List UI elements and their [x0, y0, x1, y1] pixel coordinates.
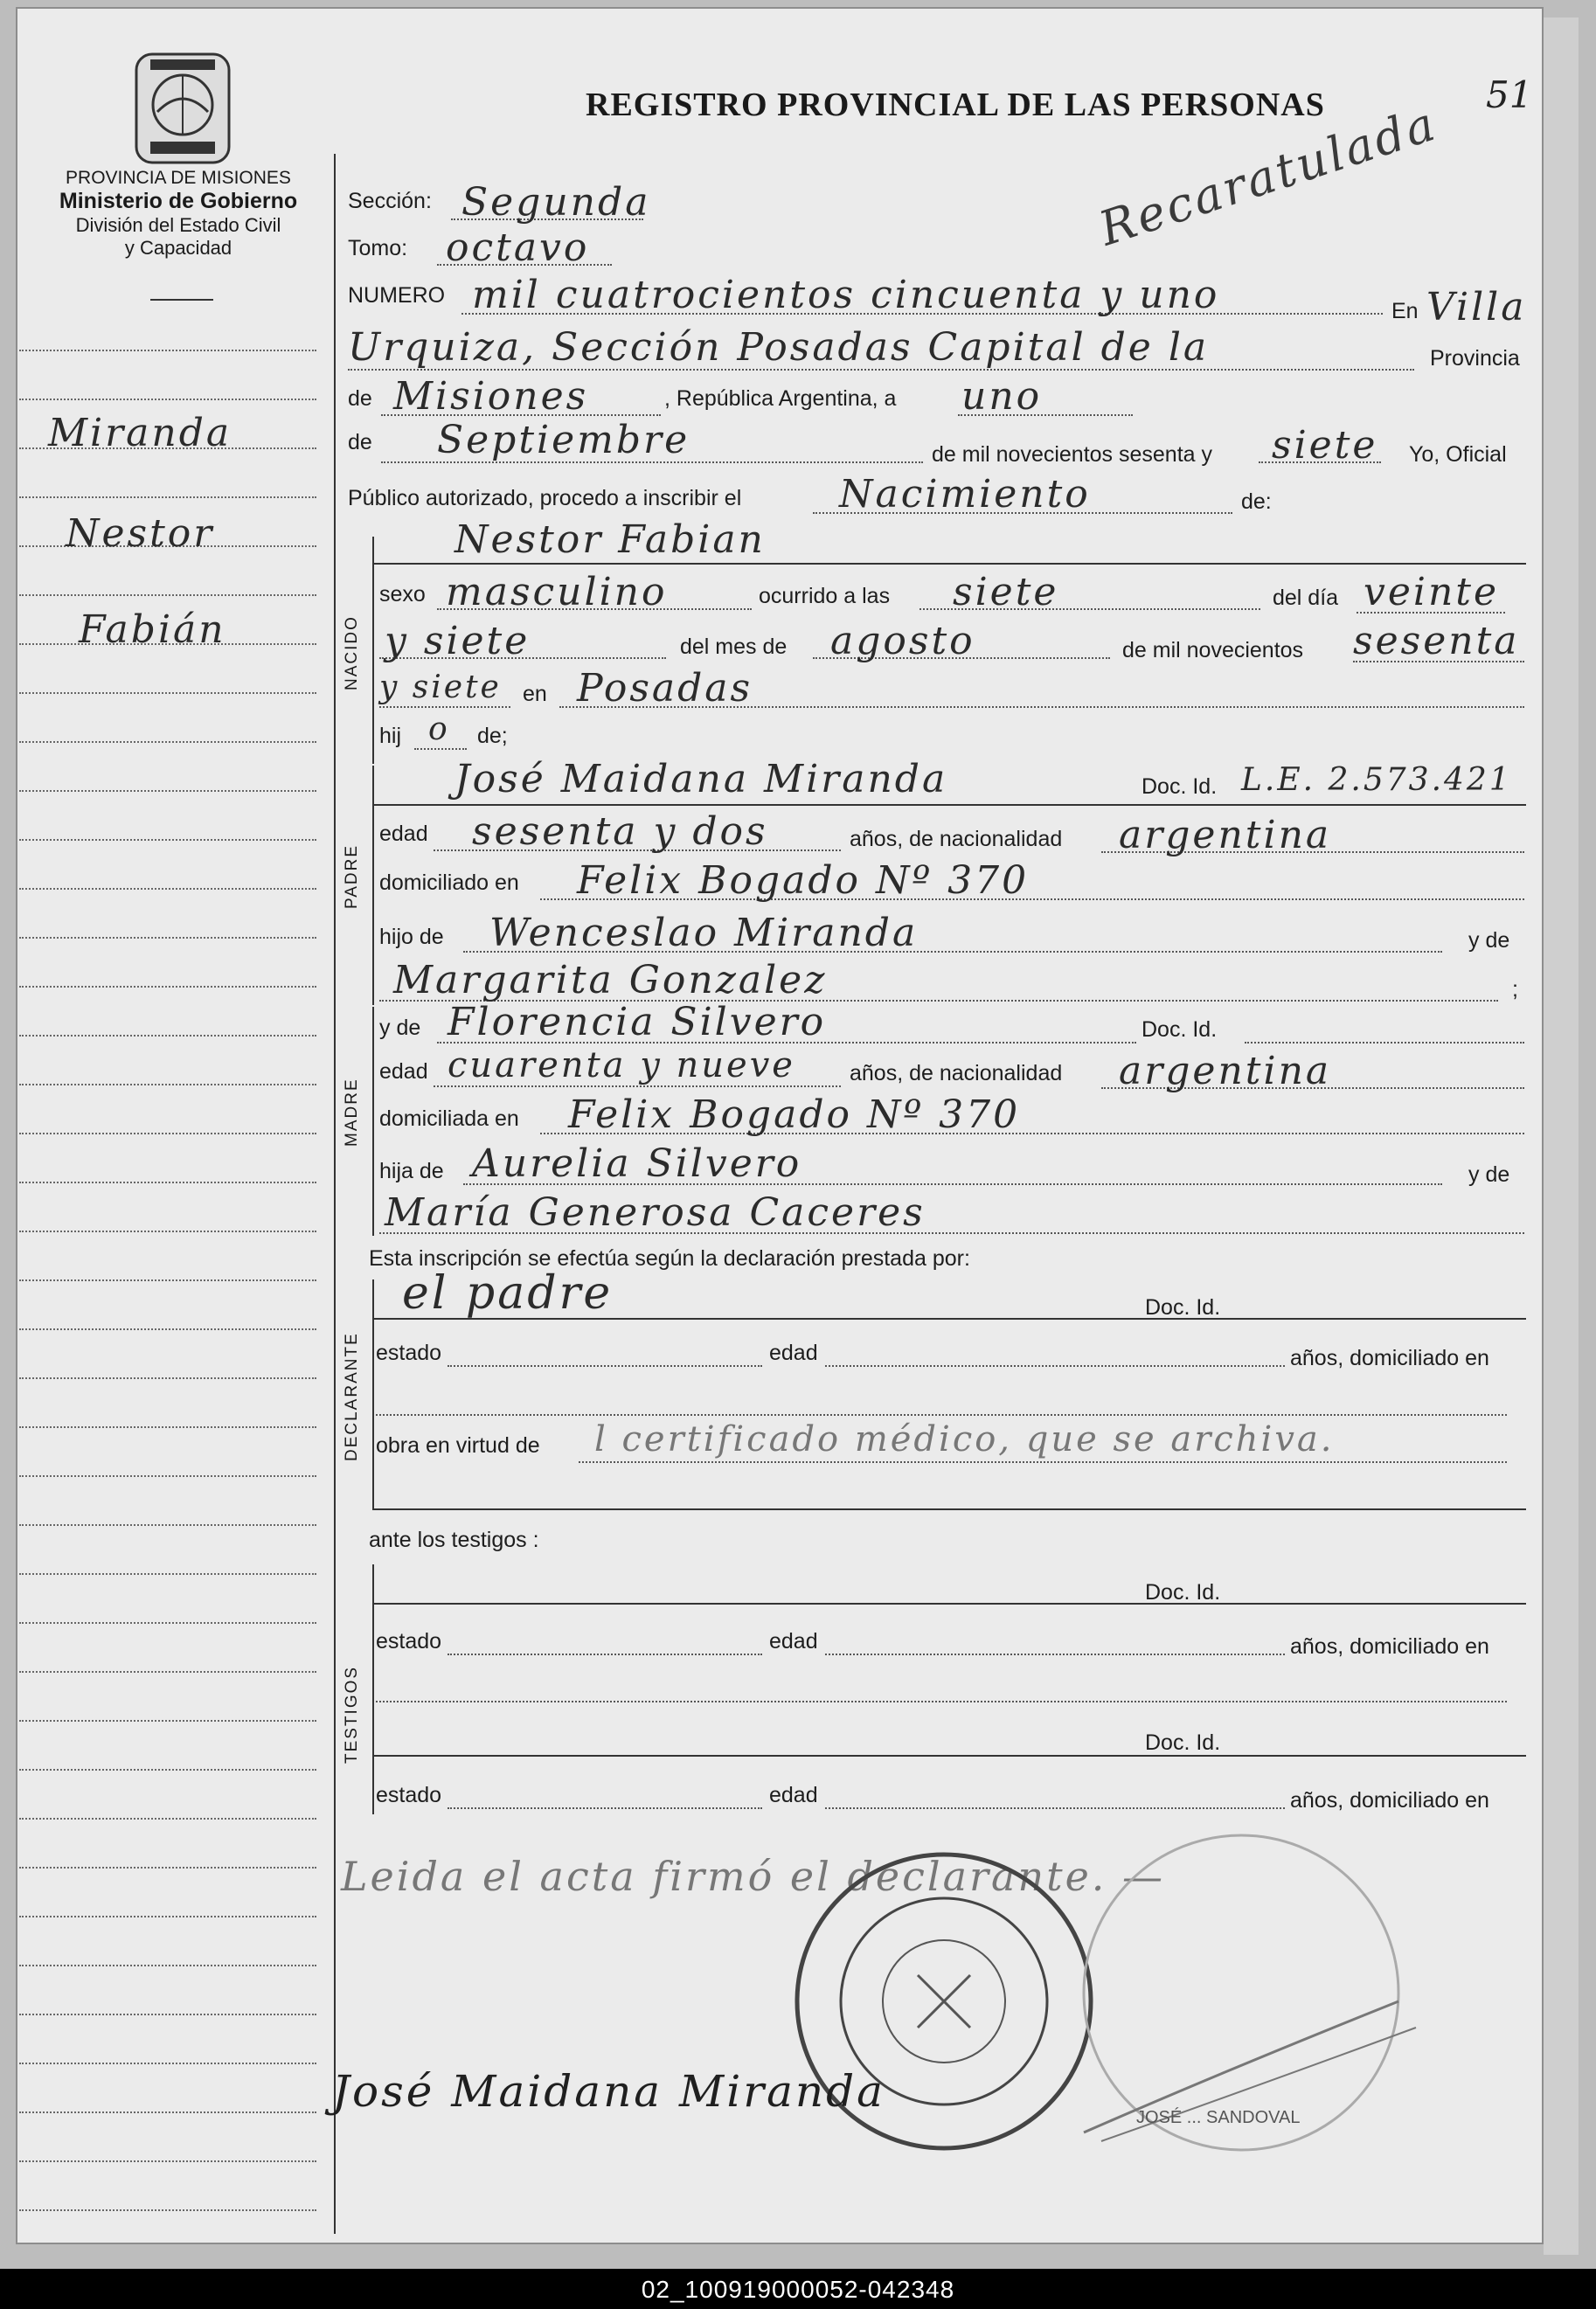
ocurrido-label: ocurrido a las	[759, 584, 891, 608]
de-colon: de:	[1241, 489, 1272, 514]
padre-edad-value: sesenta y dos	[472, 809, 768, 854]
recaratulada-stamp: Recaratulada	[1093, 95, 1444, 257]
anio-cont-line	[379, 706, 510, 708]
anio-label: de mil novecientos sesenta y	[932, 442, 1213, 467]
province-crest-icon	[131, 51, 234, 166]
margin-rule	[19, 1916, 316, 1917]
margin-rule	[19, 496, 316, 498]
anio-value-nacido-2: y siete	[379, 669, 502, 705]
nacido-name: Nestor Fabian	[455, 517, 766, 562]
testigo2-estado-label: estado	[376, 1783, 442, 1807]
sexo-value: masculino	[446, 570, 668, 614]
testigo2-doc-label: Doc. Id.	[1145, 1730, 1221, 1755]
margin-rule	[19, 1720, 316, 1722]
testigos-label: TESTIGOS	[343, 1665, 361, 1764]
province-name: PROVINCIA DE MISIONES	[66, 168, 291, 188]
acto-value: Nacimiento	[839, 472, 1091, 517]
declarante-dom-line	[376, 1414, 1507, 1416]
madre-edad-value: cuarenta y nueve	[448, 1045, 795, 1085]
declarante-intro: Esta inscripción se efectúa según la declaración prestada por:	[369, 1246, 970, 1271]
margin-surname: Miranda	[48, 411, 232, 455]
seccion-label: Sección:	[348, 189, 432, 213]
mes-label: del mes de	[680, 634, 788, 659]
padre-bracket	[372, 766, 374, 1005]
image-id: 02_100919000052-042348	[641, 2276, 955, 2303]
testigo2-name-line	[374, 1755, 1526, 1757]
declarante-bottom-line	[374, 1508, 1526, 1510]
provincia-label: Provincia	[1430, 346, 1520, 371]
division-name: División del Estado Civil	[75, 214, 281, 236]
tomo-value: octavo	[446, 225, 590, 270]
padre-padre-name: Wenceslao Miranda	[489, 911, 919, 955]
madre-bracket	[372, 1007, 374, 1236]
header-underline	[150, 299, 213, 301]
mes-value-nacido: agosto	[830, 619, 975, 663]
padre-y-de: y de	[1468, 928, 1510, 953]
seccion-value: Segunda	[461, 180, 651, 225]
closing-text: Leida el acta firmó el declarante. —	[341, 1853, 1166, 1900]
declarante-bracket	[372, 1279, 374, 1510]
place-value: Urquiza, Sección Posadas Capital de la	[348, 325, 1210, 370]
margin-divider	[334, 154, 336, 2234]
numero-label: NUMERO	[348, 283, 446, 308]
padre-madre-name: Margarita Gonzalez	[393, 958, 828, 1002]
madre-y-de-2: y de	[1468, 1162, 1510, 1187]
de-label-2: de	[348, 430, 372, 454]
hijo-line	[414, 748, 467, 750]
anio-value-nacido: sesenta	[1353, 619, 1520, 663]
madre-dom-label: domiciliada en	[379, 1106, 519, 1131]
testigo2-estado-line	[448, 1807, 762, 1809]
margin-rule	[19, 1279, 316, 1281]
madre-padre-name: Aurelia Silvero	[472, 1141, 802, 1186]
hijo-value: o	[428, 711, 450, 747]
republica-label: , República Argentina, a	[664, 386, 897, 411]
testigo1-name-line	[374, 1603, 1526, 1605]
margin-rule	[19, 1182, 316, 1183]
margin-rule	[19, 1524, 316, 1526]
page-edge	[1544, 17, 1579, 2255]
dia-value-nacido-2: y siete	[385, 619, 531, 663]
oficial-label: Yo, Oficial	[1409, 442, 1507, 467]
padre-hijo-label: hijo de	[379, 925, 444, 949]
madre-nac-label: años, de nacionalidad	[850, 1061, 1063, 1085]
margin-rule	[19, 1133, 316, 1134]
tomo-label: Tomo:	[348, 236, 408, 260]
obra-label: obra en virtud de	[376, 1433, 540, 1458]
provincia-value: Misiones	[393, 374, 589, 419]
lugar-value: Posadas	[577, 666, 753, 711]
testigo1-edad-line	[825, 1654, 1285, 1655]
padre-semicolon: ;	[1512, 977, 1518, 1002]
testigos-intro: ante los testigos :	[369, 1528, 539, 1552]
margin-rule	[19, 741, 316, 743]
hijo-label: hij	[379, 724, 402, 748]
madre-name: Florencia Silvero	[448, 1000, 827, 1044]
sexo-label: sexo	[379, 582, 426, 607]
margin-rule	[19, 1867, 316, 1869]
margin-rule	[19, 399, 316, 400]
de-label: de	[348, 386, 372, 411]
margin-rule	[19, 1573, 316, 1575]
padre-edad-label: edad	[379, 822, 428, 846]
dia-label: del día	[1273, 586, 1339, 610]
madre-dom-value: Felix Bogado Nº 370	[568, 1092, 1021, 1137]
testigo1-edad-label: edad	[769, 1629, 818, 1654]
madre-hija-label: hija de	[379, 1159, 444, 1183]
margin-rule	[19, 1965, 316, 1966]
signature: José Maidana Miranda	[332, 2066, 885, 2117]
madre-edad-line	[434, 1085, 841, 1087]
declarante-edad-label: edad	[769, 1341, 818, 1365]
margin-rule	[19, 2014, 316, 2015]
testigos-bracket	[372, 1564, 374, 1814]
obra-value: l certificado médico, que se archiva.	[594, 1419, 1335, 1460]
nacido-bracket	[372, 537, 374, 764]
margin-rule	[19, 839, 316, 841]
padre-label: PADRE	[343, 843, 361, 909]
margin-first-name: Nestor	[66, 511, 215, 556]
margin-rule	[19, 1035, 316, 1037]
anio-value: siete	[1272, 423, 1378, 468]
testigo2-edad-label: edad	[769, 1783, 818, 1807]
nacido-label: NACIDO	[343, 615, 361, 690]
page-number: 51	[1486, 73, 1533, 116]
en-value: Villa	[1426, 285, 1527, 329]
margin-rule	[19, 2209, 316, 2211]
margin-rule	[19, 937, 316, 939]
declarante-label: DECLARANTE	[343, 1332, 361, 1461]
margin-rule	[19, 1084, 316, 1085]
ministry-name: Ministerio de Gobierno	[59, 189, 298, 213]
padre-name: José Maidana Miranda	[455, 757, 948, 801]
madre-doc-label: Doc. Id.	[1141, 1017, 1218, 1042]
padre-doc-label: Doc. Id.	[1141, 774, 1218, 799]
margin-rule	[19, 1231, 316, 1232]
margin-rule	[19, 1671, 316, 1673]
nacido-name-line	[374, 563, 1526, 565]
margin-rule	[19, 790, 316, 792]
dia-value-nacido: veinte	[1364, 570, 1500, 614]
margin-rule	[19, 1622, 316, 1624]
mes-value: Septiembre	[437, 418, 690, 462]
declarante-estado-label: estado	[376, 1341, 442, 1365]
hijo-de: de;	[477, 724, 508, 748]
anio-label-2: de mil novecientos	[1122, 638, 1304, 662]
en-label-nacido: en	[523, 682, 547, 706]
margin-rule	[19, 888, 316, 890]
padre-name-line	[374, 804, 1526, 806]
registry-title: REGISTRO PROVINCIAL DE LAS PERSONAS	[586, 87, 1325, 123]
margin-rule	[19, 2111, 316, 2113]
margin-rule	[19, 986, 316, 988]
testigo1-estado-label: estado	[376, 1629, 442, 1654]
capacity-name: y Capacidad	[124, 237, 232, 259]
testigo1-estado-line	[448, 1654, 762, 1655]
declarante-anios-label: años, domiciliado en	[1290, 1346, 1489, 1370]
margin-rule	[19, 594, 316, 596]
obra-line	[579, 1461, 1507, 1463]
margin-rule	[19, 2160, 316, 2162]
testigo1-dom-line	[376, 1701, 1507, 1702]
testigo1-anios-label: años, domiciliado en	[1290, 1634, 1489, 1659]
margin-rule	[19, 692, 316, 694]
margin-rule	[19, 1818, 316, 1820]
madre-label: MADRE	[343, 1078, 361, 1147]
padre-dom-value: Felix Bogado Nº 370	[577, 858, 1030, 903]
margin-rule	[19, 1377, 316, 1379]
footer-bar	[0, 2269, 1596, 2309]
padre-dom-label: domiciliado en	[379, 870, 519, 895]
padre-doc-value: L.E. 2.573.421	[1241, 762, 1512, 798]
madre-nac-value: argentina	[1119, 1049, 1332, 1093]
en-label: En	[1391, 299, 1419, 323]
madre-y-de: y de	[379, 1016, 421, 1040]
hora-value: siete	[953, 570, 1059, 614]
margin-second-name: Fabián	[79, 607, 226, 652]
dia-value: uno	[961, 374, 1043, 419]
testigo2-anios-label: años, domiciliado en	[1290, 1788, 1489, 1813]
margin-rule	[19, 1769, 316, 1771]
testigo1-doc-label: Doc. Id.	[1145, 1580, 1221, 1605]
numero-value: mil cuatrocientos cincuenta y uno	[472, 273, 1220, 317]
margin-rule	[19, 350, 316, 351]
publico-label: Público autorizado, procedo a inscribir el	[348, 486, 742, 510]
madre-madre-name: María Generosa Caceres	[385, 1190, 926, 1235]
margin-rule	[19, 2063, 316, 2064]
declarante-name: el padre	[402, 1267, 614, 1320]
madre-edad-label: edad	[379, 1059, 428, 1084]
declarante-doc-label: Doc. Id.	[1145, 1295, 1221, 1320]
issuing-authority	[21, 168, 336, 260]
margin-rule	[19, 1475, 316, 1477]
official-stamp-text: JOSÉ ... SANDOVAL	[1136, 2108, 1301, 2127]
declarante-estado-line	[448, 1365, 762, 1367]
padre-nac-value: argentina	[1119, 813, 1332, 857]
margin-rule	[19, 1426, 316, 1428]
declarante-edad-line	[825, 1365, 1285, 1367]
madre-doc-line	[1245, 1042, 1524, 1044]
padre-nac-label: años, de nacionalidad	[850, 827, 1063, 851]
margin-rule	[19, 1328, 316, 1330]
